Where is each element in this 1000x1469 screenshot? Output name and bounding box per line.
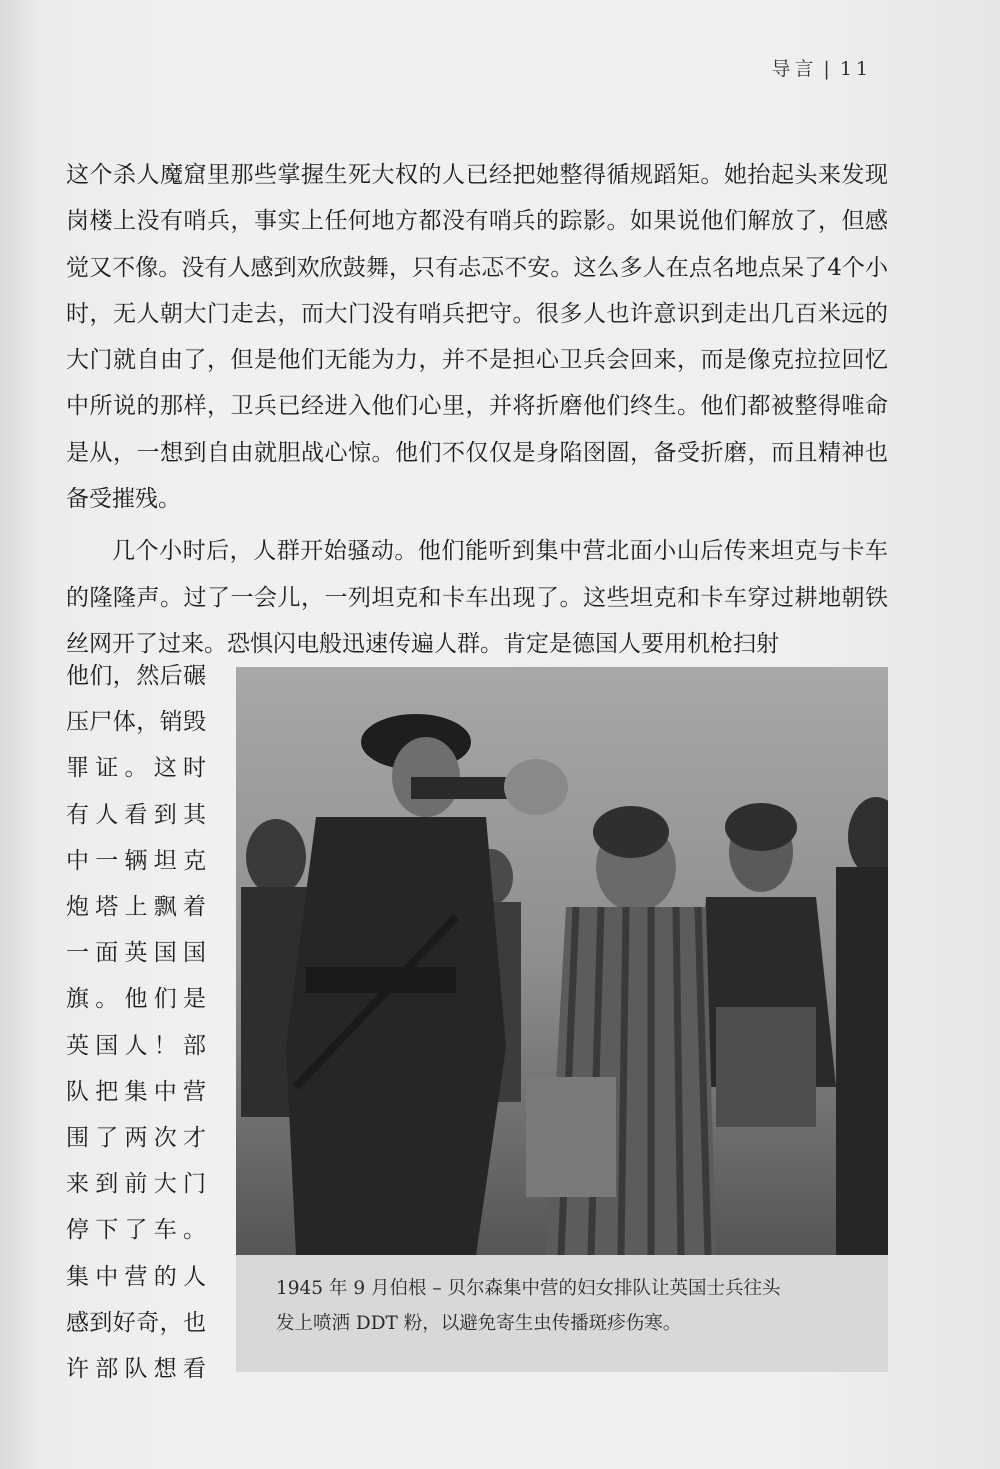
text-line: 队把集中营 (66, 1078, 206, 1105)
text-line: 罪证。这时 (66, 755, 206, 782)
figure (236, 667, 888, 1372)
photo-illustration (236, 667, 888, 1255)
section-title: 导言 (771, 58, 818, 80)
text-line: 一面英国国 (66, 940, 206, 967)
text-line: 他们，然后碾 (66, 663, 206, 689)
wrapped-text-column (66, 653, 206, 1392)
text-line: 英国人！部 (66, 1032, 206, 1059)
text-line: 中一辆坦克 (66, 847, 206, 874)
text-line: 围了两次才 (66, 1125, 206, 1152)
text-line: 停下了车。 (66, 1217, 206, 1244)
page-number: 11 (839, 58, 872, 80)
text-line: 集中营的人 (66, 1263, 206, 1290)
caption-line: 发上喷洒 DDT 粉，以避免寄生虫传播斑疹伤寒。 (276, 1313, 682, 1334)
paragraph-1: 这个杀人魔窟里那些掌握生死大权的人已经把她整得循规蹈矩。她抬起头来发现岗楼上没有哨兵，事实上任何地方都没有哨兵的踪影。如果说他们解放了，但感觉又不像。没有人感到欢欣鼓舞，只有忐忑不安。这么多人在点名地点呆了4个小时，无人朝大门走去，而大门没有哨兵把守。很多人也许意识到走出几百米远的大门就自由了，但是他们无能为力，并不是担心卫兵会回来，而是像克拉拉回忆中所说的那样，卫兵已经进入他们心里，并将折磨他们终生。他们都被整得唯命是从，一想到自由就胆战心惊。他们不仅仅是身陷囹圄，备受折磨，而且精神也备受摧残。 (66, 162, 888, 513)
header-separator: | (823, 58, 834, 80)
text-line: 感到好奇，也 (66, 1309, 206, 1336)
caption-line: 1945 年 9 月伯根 – 贝尔森集中营的妇女排队让英国士兵往头 (276, 1278, 781, 1299)
text-line: 旗。他们是 (66, 986, 206, 1013)
text-line: 炮塔上飘着 (66, 894, 206, 921)
text-line: 压尸体，销毁 (66, 709, 206, 736)
running-head (771, 54, 872, 81)
paragraph-2: 几个小时后，人群开始骚动。他们能听到集中营北面小山后传来坦克与卡车的隆隆声。过了一会儿，一列坦克和卡车出现了。这些坦克和卡车穿过耕地朝铁丝网开了过来。恐惧闪电般迅速传遍人群。肯定是德国人要用机枪扫射 (66, 538, 888, 657)
text-line: 有人看到其 (66, 801, 206, 828)
body-text (66, 152, 888, 673)
figure-caption (276, 1271, 866, 1341)
text-line: 来到前大门 (66, 1171, 206, 1198)
historical-photo (236, 667, 888, 1255)
text-line: 许部队想看 (66, 1356, 206, 1383)
